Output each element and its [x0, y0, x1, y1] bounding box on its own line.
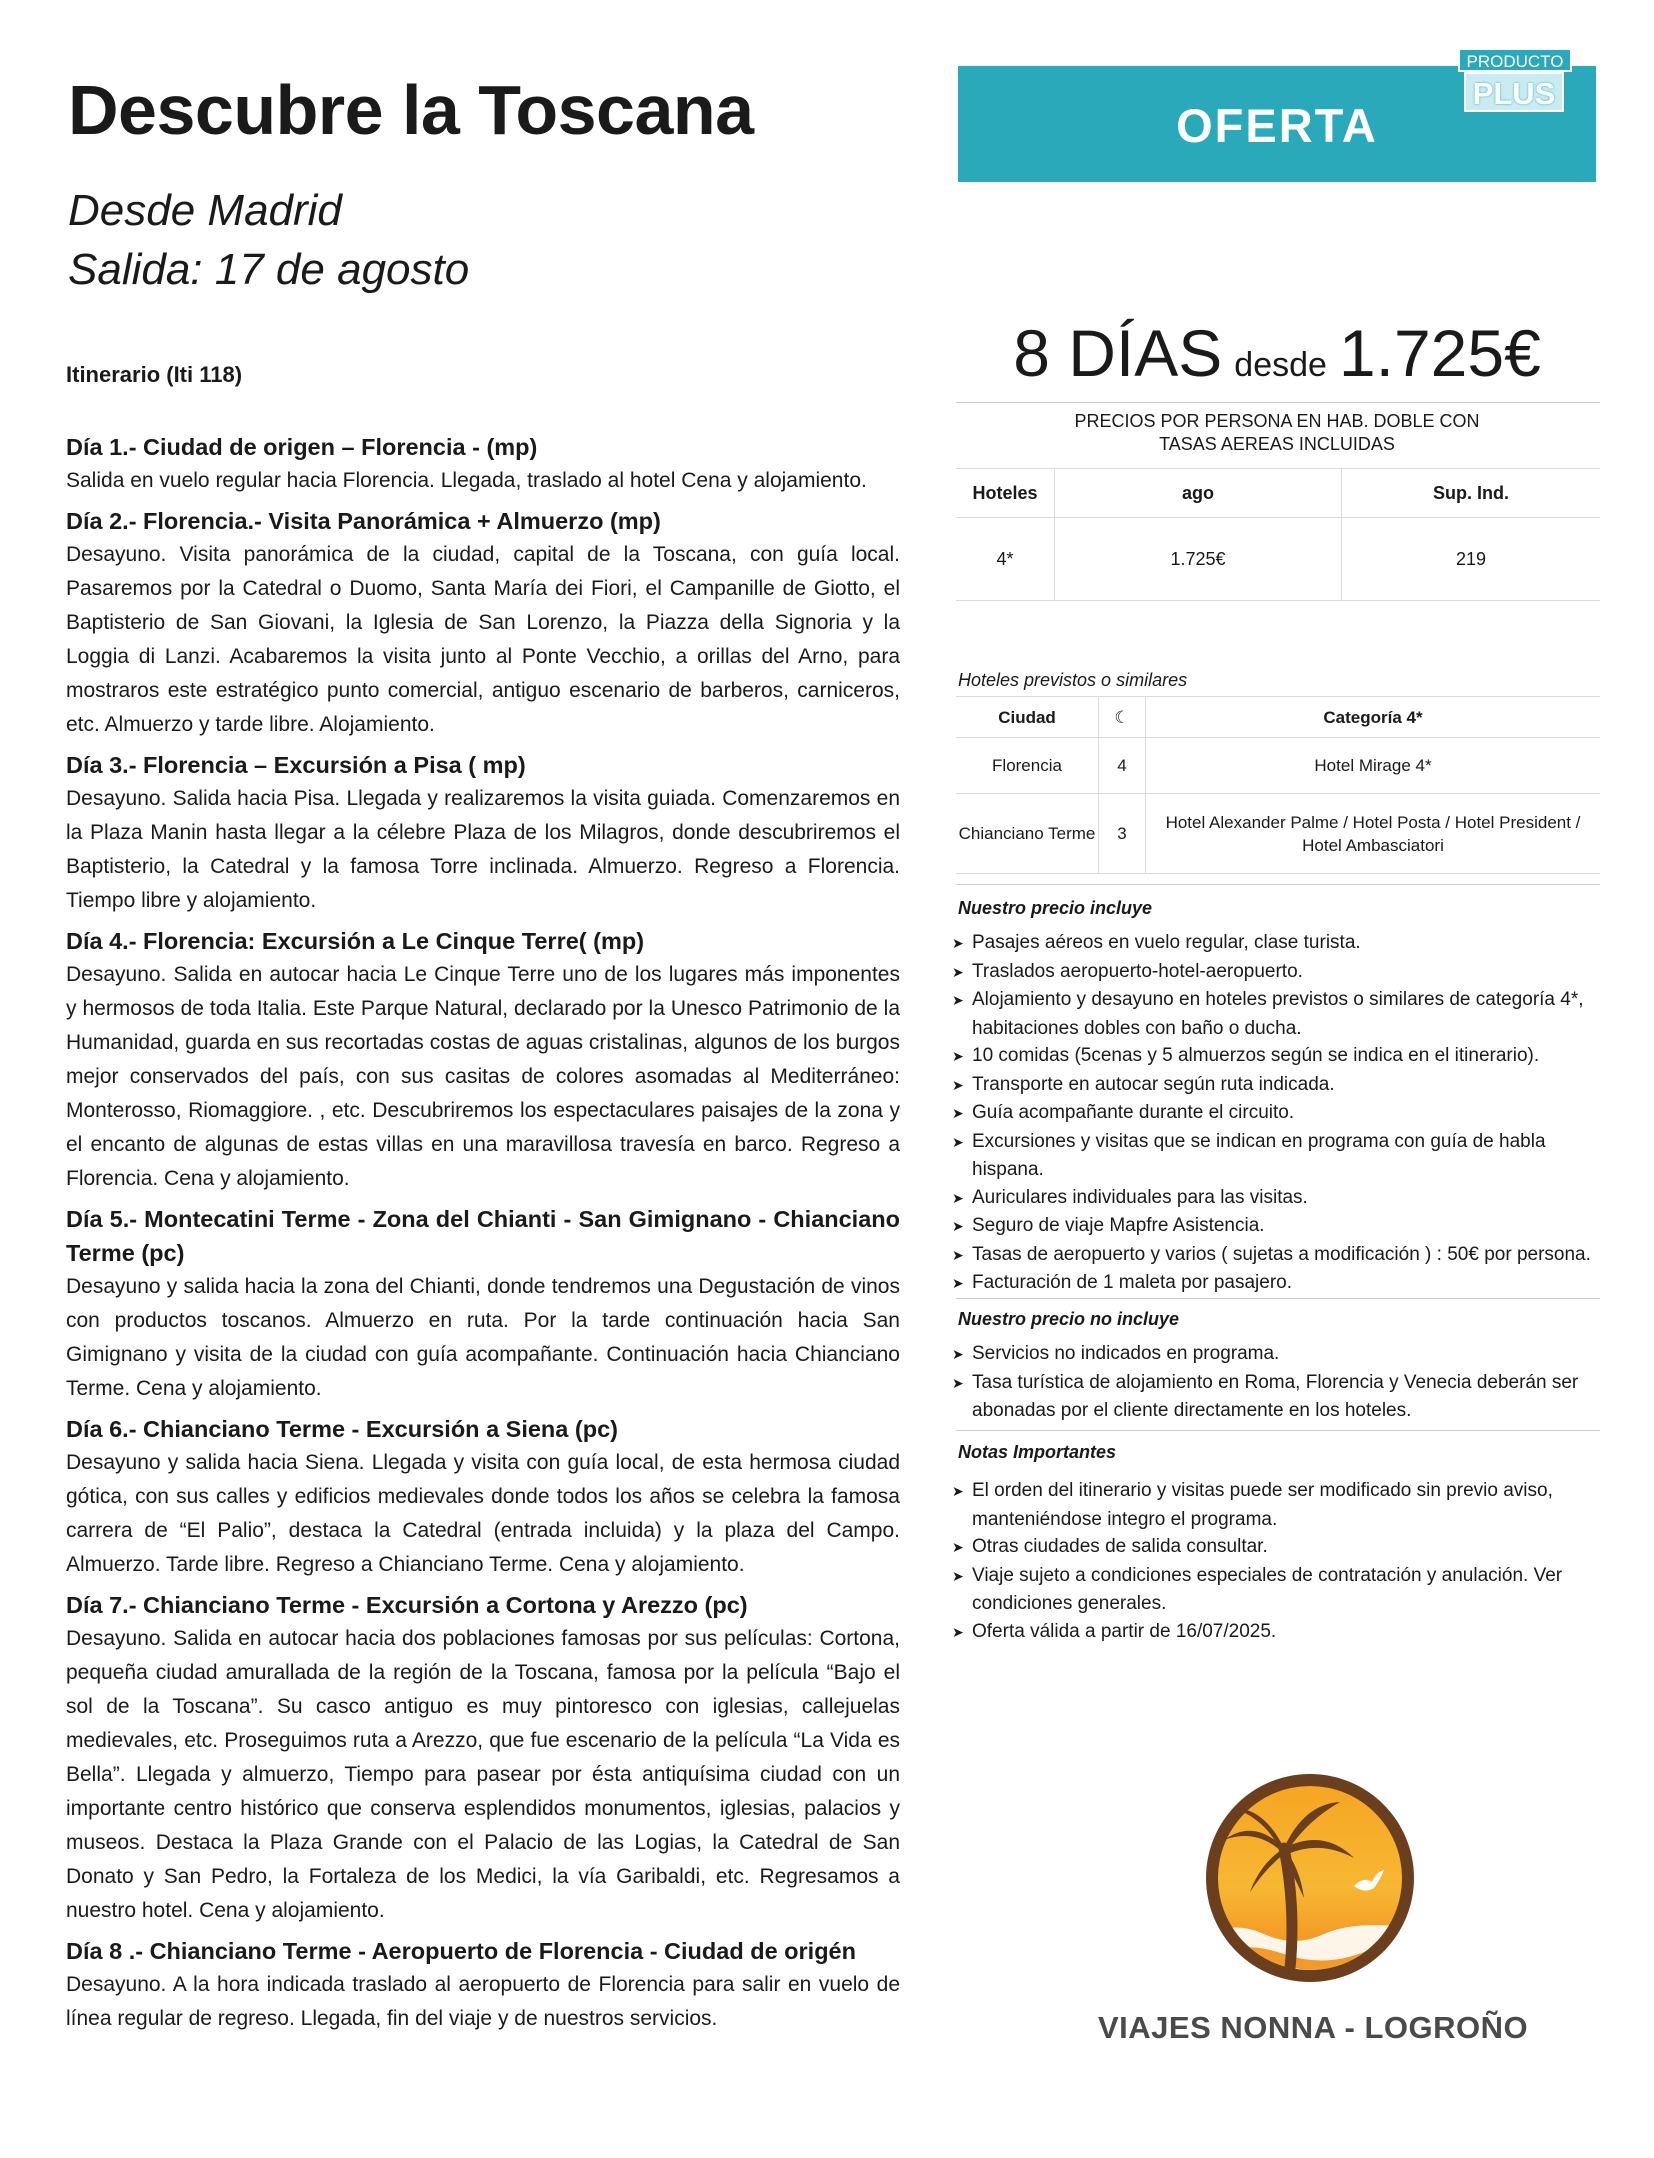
itinerary-day	[66, 748, 900, 918]
table-row	[956, 738, 1600, 794]
day-title: Día 4.- Florencia: Excursión a Le Cinque Terre( (mp)	[66, 928, 645, 954]
departure-date: Salida: 17 de agosto	[68, 245, 470, 294]
divider	[956, 884, 1600, 885]
itinerary-day	[66, 1934, 900, 2036]
price-note-line: TASAS AEREAS INCLUIDAS	[1159, 434, 1395, 454]
table-header-row	[956, 697, 1600, 738]
badge-top-label: PRODUCTO	[1458, 48, 1572, 72]
itinerary-day	[66, 1202, 900, 1406]
day-description: Desayuno. Visita panorámica de la ciudad, capital de la Toscana, con guía local. Pasaremos por la Catedral o Duomo, Santa María dei Fiori, el Campanille de Giotto, el Baptisterio de San Giovani, la Iglesia de San Lorenzo, la Piazza della Signoria y la Loggia di Lanzi. Acabaremos la visita junto al Ponte Vecchio, a orillas del Arno, para mostraros este estratégico punto comercial, antiguo escenario de barberos, carniceros, etc. Almuerzo y tarde libre. Alojamiento.	[66, 543, 900, 736]
table-header-row	[956, 469, 1600, 518]
day-title: Día 5.- Montecatini Terme - Zona del Chianti - San Gimignano - Chianciano Terme (pc)	[66, 1206, 900, 1266]
price-headline	[958, 315, 1596, 391]
excludes-list	[952, 1340, 1600, 1425]
table-cell: 4	[1099, 738, 1146, 794]
divider	[956, 1298, 1600, 1299]
hotels-table	[956, 696, 1600, 874]
includes-label: Nuestro precio incluye	[958, 898, 1153, 918]
day-description: Desayuno. Salida en autocar hacia Le Cinque Terre uno de los lugares más imponentes y hermosos de toda Italia. Este Parque Natural, declarado por la Unesco Patrimonio de la Humanidad, guarda en sus recortadas costas de aguas cristalinas, algunos de los burgos mejor conservados del país, con sus casitas de colores asomadas al Mediterráneo: Monterosso, Riomaggiore. , etc. Descubriremos los espectaculares paisajes de la zona y el encanto de algunas de estas villas en una maravillosa travesía en barco. Regreso a Florencia. Cena y alojamiento.	[66, 963, 900, 1190]
itinerary-day	[66, 1588, 900, 1928]
list-item: ➤ Viaje sujeto a condiciones especiales de contratación y anulación. Ver condiciones generales.	[952, 1562, 1600, 1618]
badge-bottom-label: PLUS	[1464, 72, 1564, 112]
page-title: Descubre la Toscana	[68, 71, 754, 149]
price-note-line: PRECIOS POR PERSONA EN HAB. DOBLE CON	[1074, 411, 1480, 431]
day-title: Día 8 .- Chianciano Terme - Aeropuerto de Florencia - Ciudad de origén	[66, 1938, 856, 1964]
day-description: Desayuno y salida hacia Siena. Llegada y visita con guía local, de esta hermosa ciudad gótica, con sus calles y edificios medievales donde todos los años se celebra la famosa carrera de “El Palio”, destaca la Catedral (entrada incluida) y la plaza del Campo. Almuerzo. Tarde libre. Regreso a Chianciano Terme. Cena y alojamiento.	[66, 1451, 900, 1576]
includes-list	[952, 929, 1600, 1298]
list-item: ➤ Guía acompañante durante el circuito.	[952, 1099, 1600, 1128]
day-description: Desayuno. Salida en autocar hacia dos poblaciones famosas por sus películas: Cortona, pequeña ciudad amurallada de la región de la Toscana, famosa por la película “Bajo el sol de la Toscana”. Su casco antiguo es muy pintoresco con iglesias, callejuelas medievales, etc. Proseguimos ruta a Arezzo, que fue escenario de la película “La Vida es Bella”. Llegada y almuerzo, Tiempo para pasear por ésta antiquísima ciudad con un importante centro histórico que conserva esplendidos monumentos, iglesias, palacios y museos. Destaca la Plaza Grande con el Palacio de las Logias, la Catedral de San Donato y San Pedro, la Fortaleza de los Medici, la vía Garibaldi, etc. Regresamos a nuestro hotel. Cena y alojamiento.	[66, 1627, 900, 1922]
price-note	[958, 410, 1596, 456]
list-item: ➤ Facturación de 1 maleta por pasajero.	[952, 1269, 1600, 1298]
day-description: Salida en vuelo regular hacia Florencia. Llegada, traslado al hotel Cena y alojamiento.	[66, 469, 867, 492]
producto-plus-badge	[1458, 48, 1572, 118]
excludes-label: Nuestro precio no incluye	[958, 1309, 1180, 1329]
table-cell: 3	[1099, 794, 1146, 874]
list-item: ➤ Tasa turística de alojamiento en Roma, Florencia y Venecia deberán ser abonadas por el cliente directamente en los hoteles.	[952, 1369, 1600, 1425]
day-title: Día 7.- Chianciano Terme - Excursión a Cortona y Arezzo (pc)	[66, 1592, 748, 1618]
notes-label: Notas Importantes	[958, 1442, 1117, 1462]
list-item: ➤ Transporte en autocar según ruta indicada.	[952, 1071, 1600, 1100]
list-item: ➤ Oferta válida a partir de 16/07/2025.	[952, 1618, 1600, 1647]
itinerary-day	[66, 924, 900, 1196]
table-cell: Florencia	[956, 738, 1099, 794]
table-header: Sup. Ind.	[1342, 469, 1601, 518]
list-item: ➤ Alojamiento y desayuno en hoteles previstos o similares de categoría 4*, habitaciones dobles con baño o ducha.	[952, 986, 1600, 1042]
list-item: ➤ Otras ciudades de salida consultar.	[952, 1533, 1600, 1562]
price-from-label: desde	[1234, 346, 1327, 384]
table-row	[956, 794, 1600, 874]
price-table	[956, 468, 1600, 601]
day-description: Desayuno. A la hora indicada traslado al aeropuerto de Florencia para salir en vuelo de línea regular de regreso. Llegada, fin del viaje y de nuestros servicios.	[66, 1973, 900, 2030]
table-row	[956, 518, 1600, 601]
table-header: Ciudad	[956, 697, 1099, 738]
notes-list	[952, 1477, 1600, 1646]
agency-name: VIAJES NONNA - LOGROÑO	[1098, 2010, 1529, 2045]
day-description: Desayuno y salida hacia la zona del Chianti, donde tendremos una Degustación de vinos con productos toscanos. Almuerzo en ruta. Por la tarde continuación hacia San Gimignano y visita de la ciudad con guía acompañante. Continuación hacia Chianciano Terme. Cena y alojamiento.	[66, 1275, 900, 1400]
day-title: Día 1.- Ciudad de origen – Florencia - (mp)	[66, 434, 538, 460]
table-cell: 1.725€	[1055, 518, 1342, 601]
divider	[956, 1430, 1600, 1431]
itinerary-day	[66, 1412, 900, 1582]
trip-duration: 8 DÍAS	[1013, 316, 1223, 390]
offer-label: OFERTA	[1176, 99, 1378, 152]
list-item: ➤ Seguro de viaje Mapfre Asistencia.	[952, 1212, 1600, 1241]
table-header: Hoteles	[956, 469, 1055, 518]
divider	[956, 402, 1600, 403]
itinerary-days	[66, 430, 900, 2042]
moon-icon: ☾	[1099, 697, 1146, 738]
table-header: ago	[1055, 469, 1342, 518]
list-item: ➤ 10 comidas (5cenas y 5 almuerzos según se indica en el itinerario).	[952, 1042, 1600, 1071]
itinerary-day	[66, 504, 900, 742]
list-item: ➤ Excursiones y visitas que se indican en programa con guía de habla hispana.	[952, 1128, 1600, 1184]
hotels-label: Hoteles previstos o similares	[958, 670, 1188, 690]
table-cell: Hotel Mirage 4*	[1146, 738, 1601, 794]
list-item: ➤ Traslados aeropuerto-hotel-aeropuerto.	[952, 958, 1600, 987]
itinerary-heading: Itinerario (Iti 118)	[66, 362, 243, 387]
day-title: Día 6.- Chianciano Terme - Excursión a Siena (pc)	[66, 1416, 618, 1442]
day-title: Día 3.- Florencia – Excursión a Pisa ( mp)	[66, 752, 526, 778]
day-description: Desayuno. Salida hacia Pisa. Llegada y realizaremos la visita guiada. Comenzaremos en la Plaza Manin hasta llegar a la célebre Plaza de los Milagros, donde descubriremos el Baptisterio, la Catedral y la famosa Torre inclinada. Almuerzo. Regreso a Florencia. Tiempo libre y alojamiento.	[66, 787, 900, 912]
list-item: ➤ El orden del itinerario y visitas puede ser modificado sin previo aviso, manteniéndose integro el programa.	[952, 1477, 1600, 1533]
origin-city: Desde Madrid	[68, 186, 342, 235]
palm-tree-logo-icon	[1204, 1768, 1416, 1988]
day-title: Día 2.- Florencia.- Visita Panorámica + Almuerzo (mp)	[66, 508, 661, 534]
table-cell: 219	[1342, 518, 1601, 601]
list-item: ➤ Servicios no indicados en programa.	[952, 1340, 1600, 1369]
table-cell: 4*	[956, 518, 1055, 601]
itinerary-day	[66, 430, 900, 498]
table-header: Categoría 4*	[1146, 697, 1601, 738]
list-item: ➤ Auriculares individuales para las visitas.	[952, 1184, 1600, 1213]
table-cell: Hotel Alexander Palme / Hotel Posta / Hotel President / Hotel Ambasciatori	[1146, 794, 1601, 874]
price-amount: 1.725€	[1338, 316, 1541, 390]
list-item: ➤ Pasajes aéreos en vuelo regular, clase turista.	[952, 929, 1600, 958]
list-item: ➤ Tasas de aeropuerto y varios ( sujetas a modificación ) : 50€ por persona.	[952, 1241, 1600, 1270]
table-cell: Chianciano Terme	[956, 794, 1099, 874]
